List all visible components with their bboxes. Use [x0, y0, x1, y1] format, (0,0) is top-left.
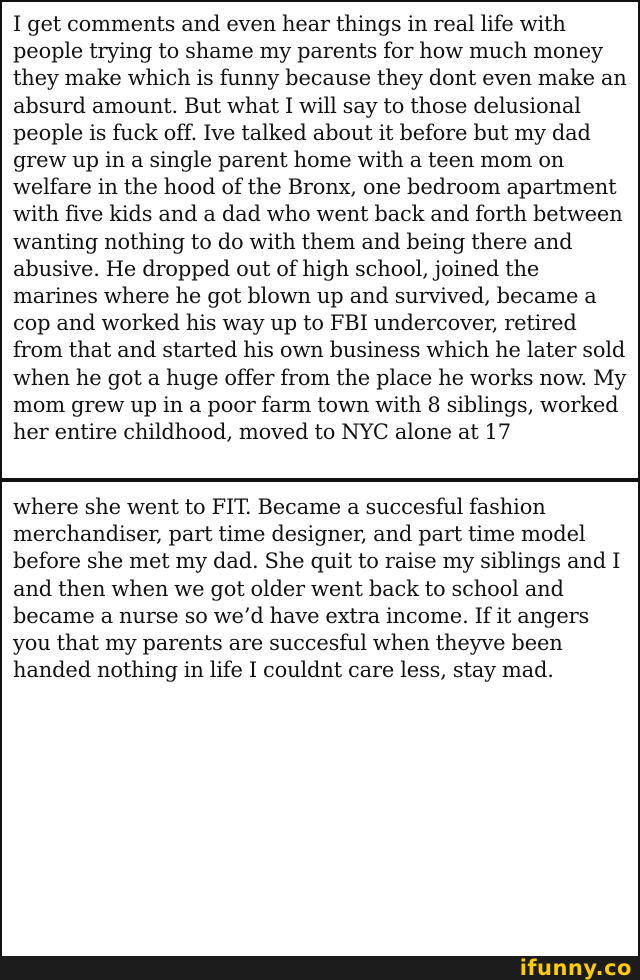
- ifunny-watermark: ifunny.co: [519, 956, 632, 980]
- panel-text-top: I get comments and even hear things in real life with people trying to shame my parents for how much money they make which is funny because they dont even make an absurd amount. But what I will say to those delusional people is fuck off. Ive talked about it before but my dad grew up in a single parent home with a teen mom on welfare in the hood of the Bronx, one bedroom apartment with five kids and a dad who went back and forth between wanting nothing to do with them and being there and abusive. He dropped out of high school, joined the marines where he got blown up and survived, became a cop and worked his way up to FBI undercover, retired from that and started his own business which he later sold when he got a huge offer from the place he works now. My mom grew up in a poor farm town with 8 siblings, worked her entire childhood, moved to NYC alone at 17: [13, 12, 627, 445]
- text-panel-top: [0, 0, 640, 480]
- panel-text-bottom: where she went to FIT. Became a succesful fashion merchandiser, part time designer, and part time model before she met my dad. She quit to raise my siblings and I and then when we got older went back to school and became a nurse so we’d have extra income. If it angers you that my parents are succesful when theyve been handed nothing in life I couldnt care less, stay mad.: [13, 495, 621, 683]
- watermark-bar: [0, 956, 640, 980]
- text-panel-bottom: [0, 480, 640, 958]
